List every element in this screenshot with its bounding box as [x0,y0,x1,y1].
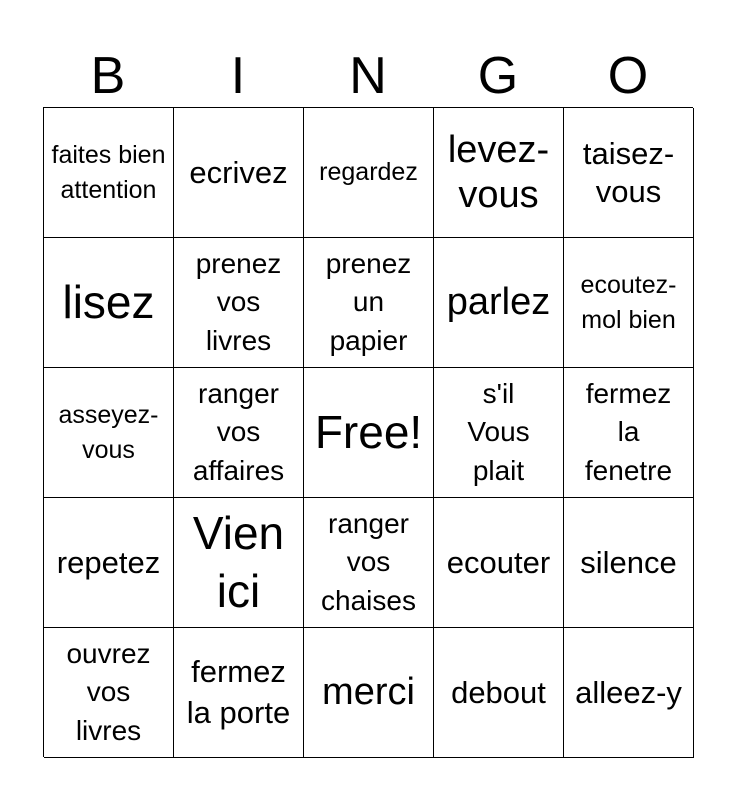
bingo-cell [44,628,174,758]
cell-text: Free! [314,405,423,458]
cell-text: ecoutez-mol bien [580,271,677,334]
bingo-cell [174,368,304,498]
cell-text: lisez [62,275,155,328]
header-letter-b: B [90,47,126,105]
bingo-cell [434,108,564,238]
bingo-cell [44,368,174,498]
cell-text: prenez un papier [325,247,412,356]
cell-text: merci [322,671,415,714]
bingo-cell [304,108,434,238]
bingo-cell [434,238,564,368]
bingo-cell [44,498,174,628]
bingo-cell [304,238,434,368]
bingo-header [43,48,693,104]
cell-text: ecouter [446,544,551,580]
cell-text: parlez [446,281,551,324]
bingo-cell [174,498,304,628]
cell-text: debout [451,674,546,710]
bingo-cell [304,628,434,758]
bingo-cell [564,628,694,758]
cell-text: asseyez-vous [58,401,159,464]
bingo-cell [434,628,564,758]
cell-text: repetez [56,544,161,580]
cell-text: alleez-y [575,674,682,710]
bingo-cell [434,498,564,628]
header-letter-g: G [477,47,519,105]
bingo-cell [304,498,434,628]
bingo-cell [174,108,304,238]
bingo-cell [174,238,304,368]
header-letter-n: N [349,47,387,105]
cell-text: ranger vos chaises [321,507,416,616]
cell-text: silence [580,544,677,580]
bingo-cell [44,238,174,368]
cell-text: faites bien attention [51,141,166,204]
cell-text: ecrivez [189,154,288,190]
bingo-cell [304,368,434,498]
header-letter-o: O [607,47,649,105]
cell-text: s'il Vous plait [467,377,530,486]
bingo-cell [434,368,564,498]
cell-text: fermez la fenetre [584,377,673,486]
cell-text: regardez [319,158,418,187]
bingo-cell [174,628,304,758]
bingo-cell [44,108,174,238]
bingo-cell [564,498,694,628]
cell-text: levez-vous [447,128,550,216]
cell-text: fermez la porte [186,654,291,730]
bingo-cell [564,238,694,368]
cell-text: prenez vos livres [195,247,282,356]
header-letter-i: I [230,47,246,105]
cell-text: taisez-vous [582,136,675,209]
cell-text: ranger vos affaires [192,377,285,486]
bingo-cell [564,108,694,238]
bingo-board [43,107,693,757]
cell-text: Vien ici [192,507,285,617]
cell-text: ouvrez vos livres [66,637,151,746]
bingo-cell [564,368,694,498]
